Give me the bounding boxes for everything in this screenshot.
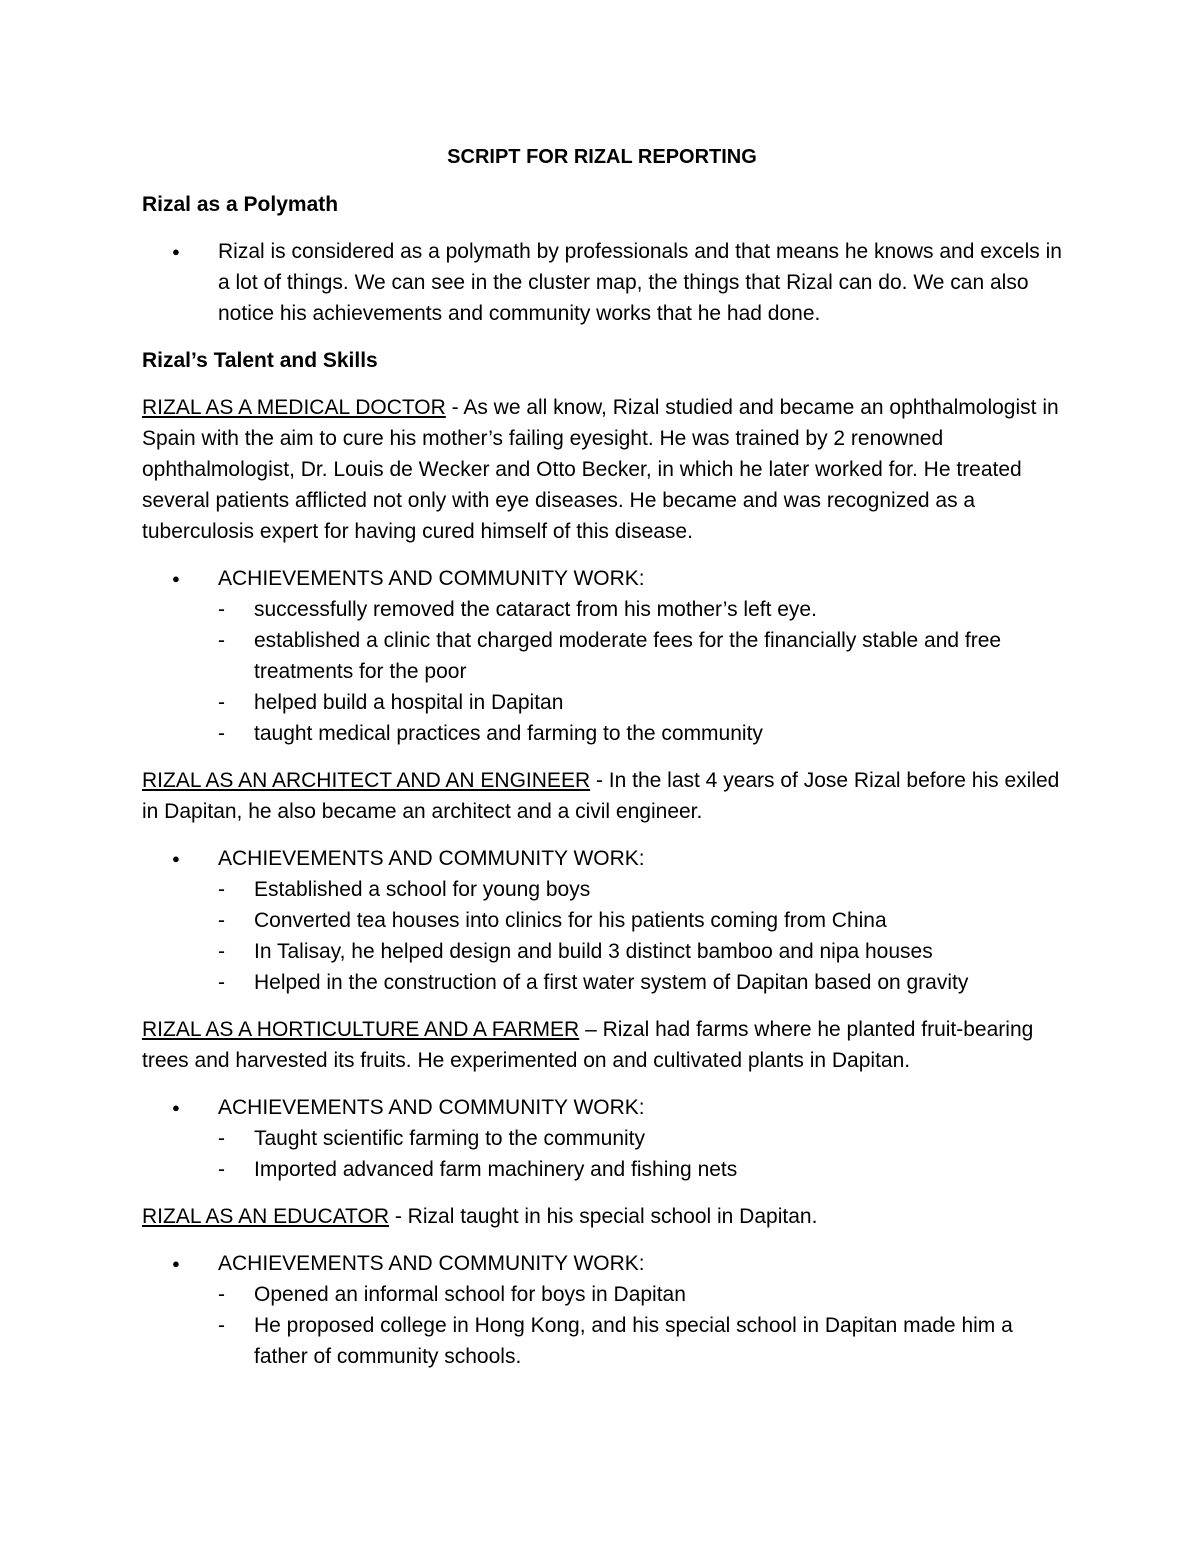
achievement-items	[218, 874, 1062, 998]
section-label: RIZAL AS AN EDUCATOR	[142, 1205, 390, 1228]
list-item: - helped build a hospital in Dapitan	[218, 687, 1062, 718]
list-item: - Helped in the construction of a first water system of Dapitan based on gravity	[218, 967, 1062, 998]
achievements-bullet	[142, 1092, 1062, 1185]
section-text: - Rizal taught in his special school in Dapitan.	[389, 1205, 818, 1228]
talent-heading: Rizal’s Talent and Skills	[142, 349, 378, 372]
list-item: - successfully removed the cataract from his mother’s left eye.	[218, 594, 1062, 625]
achievement-items	[218, 1123, 1062, 1185]
achievement-items	[218, 594, 1062, 749]
achievements-bullet	[142, 1248, 1062, 1372]
section-label: RIZAL AS AN ARCHITECT AND AN ENGINEER	[142, 769, 591, 792]
achievements-bullet	[142, 843, 1062, 998]
section-architect-engineer	[142, 765, 1062, 827]
achievements-list	[142, 1248, 1062, 1372]
achievements-list	[142, 563, 1062, 749]
achievements-label: ACHIEVEMENTS AND COMMUNITY WORK:	[218, 847, 645, 870]
list-item: - Imported advanced farm machinery and fishing nets	[218, 1154, 1062, 1185]
list-item: - He proposed college in Hong Kong, and his special school in Dapitan made him a father of community schools.	[218, 1310, 1062, 1372]
section-text: – Rizal had farms where he planted fruit-bearing trees and harvested its fruits. He experimented on and cultivated plants in Dapitan.	[142, 1018, 1034, 1072]
section-text: - In the last 4 years of Jose Rizal before his exiled in Dapitan, he also became an architect and a civil engineer.	[142, 769, 1060, 823]
polymath-list	[142, 236, 1062, 329]
achievements-list	[142, 1092, 1062, 1185]
document-title: SCRIPT FOR RIZAL REPORTING	[447, 146, 757, 168]
list-item: - established a clinic that charged moderate fees for the financially stable and free treatments for the poor	[218, 625, 1062, 687]
polymath-bullet: ● Rizal is considered as a polymath by professionals and that means he knows and excels in a lot of things. We can see in the cluster map, the things that Rizal can do. We can also notice his achievements and community works that he had done.	[142, 236, 1062, 329]
list-item: - taught medical practices and farming to the community	[218, 718, 1062, 749]
achievements-bullet	[142, 563, 1062, 749]
section-horticulture-farmer	[142, 1014, 1062, 1076]
section-label: RIZAL AS A HORTICULTURE AND A FARMER	[142, 1018, 580, 1041]
achievements-label: ACHIEVEMENTS AND COMMUNITY WORK:	[218, 567, 645, 590]
list-item: - Taught scientific farming to the community	[218, 1123, 1062, 1154]
achievement-items	[218, 1279, 1062, 1372]
document-body	[142, 142, 1062, 1388]
section-label: RIZAL AS A MEDICAL DOCTOR	[142, 396, 446, 419]
list-item: - Opened an informal school for boys in Dapitan	[218, 1279, 1062, 1310]
polymath-heading: Rizal as a Polymath	[142, 193, 339, 216]
list-item: - Converted tea houses into clinics for his patients coming from China	[218, 905, 1062, 936]
list-item: - In Talisay, he helped design and build 3 distinct bamboo and nipa houses	[218, 936, 1062, 967]
section-medical-doctor	[142, 392, 1062, 547]
achievements-list	[142, 843, 1062, 998]
list-item: - Established a school for young boys	[218, 874, 1062, 905]
achievements-label: ACHIEVEMENTS AND COMMUNITY WORK:	[218, 1096, 645, 1119]
section-text: - As we all know, Rizal studied and became an ophthalmologist in Spain with the aim to cure his mother’s failing eyesight. He was trained by 2 renowned ophthalmologist, Dr. Louis de Wecker and Otto Becker, in which he later worked for. He treated several patients afflicted not only with eye diseases. He became and was recognized as a tuberculosis expert for having cured himself of this disease.	[142, 396, 1059, 543]
section-educator	[142, 1201, 1062, 1232]
achievements-label: ACHIEVEMENTS AND COMMUNITY WORK:	[218, 1252, 645, 1275]
